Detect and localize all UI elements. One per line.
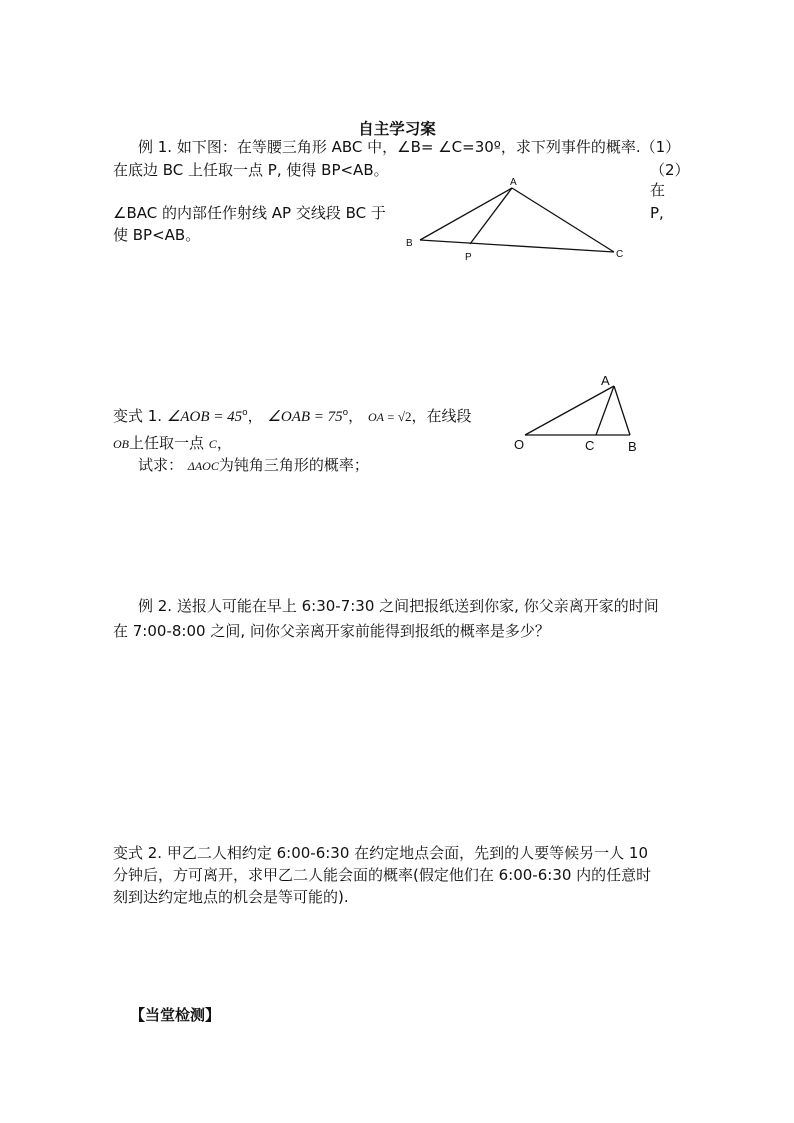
section-heading: 【当堂检测】	[130, 1006, 221, 1024]
triangle-aoc: ΔAOC	[187, 459, 219, 473]
example1-line3: ∠BAC 的内部任作射线 AP 交线段 BC 于	[113, 204, 386, 222]
label-b: B	[406, 238, 413, 249]
variant2-line2: 分钟后，方可离开，求甲乙二人能会面的概率(假定他们在 6:00-6:30 内的任意时	[113, 866, 652, 884]
side-ac	[512, 188, 614, 252]
label-o: O	[514, 437, 525, 452]
side-bc	[420, 240, 614, 252]
example1-part2-p: P,	[650, 204, 664, 222]
separator: ，	[216, 434, 232, 452]
label-b2: B	[628, 439, 637, 454]
variant2-line3: 刻到达约定地点的机会是等可能的).	[113, 888, 349, 906]
variant1-line3	[138, 455, 369, 476]
ask-prefix: 试求：	[138, 456, 184, 474]
example1-part2-number: （2）	[650, 161, 690, 179]
label-c: C	[616, 249, 624, 260]
degree-mark: o	[342, 408, 349, 418]
angle-aob: ∠AOB = 45	[166, 409, 243, 425]
segment-ac	[596, 386, 614, 435]
separator: ，	[348, 407, 364, 425]
segment-ab	[614, 386, 630, 435]
variant1-prefix: 变式 1.	[113, 407, 163, 425]
angle-oab: ∠OAB = 75	[267, 409, 343, 425]
segment-oa	[525, 386, 614, 435]
after-oa: ，在线段	[411, 407, 472, 425]
point-c-label: C	[208, 437, 217, 451]
example1-part2-zai: 在	[650, 181, 666, 199]
variant1-line2	[113, 433, 232, 454]
side-ab	[420, 188, 512, 240]
take-point-text: 上任取一点	[129, 434, 205, 452]
oa-lhs: OA =	[367, 410, 398, 424]
segment-ob-label: OB	[113, 437, 129, 451]
label-p: P	[465, 252, 472, 263]
ray-ap	[470, 188, 512, 244]
degree-mark: o	[242, 408, 248, 418]
label-a: A	[510, 177, 517, 188]
label-a2: A	[601, 373, 610, 388]
example1-line1: 例 1. 如下图：在等腰三角形 ABC 中，∠B= ∠C=30º，求下列事件的概率.（1）	[138, 138, 681, 156]
separator: ，	[247, 407, 263, 425]
variant2-line1: 变式 2. 甲乙二人相约定 6:00-6:30 在约定地点会面，先到的人要等候另一人 10	[113, 844, 649, 862]
example2-line1: 例 2. 送报人可能在早上 6:30-7:30 之间把报纸送到你家, 你父亲离开家的时间	[138, 597, 659, 615]
example2-line2: 在 7:00-8:00 之间, 问你父亲离开家前能得到报纸的概率是多少？	[113, 622, 550, 640]
example1-line4: 使 BP<AB。	[113, 226, 201, 244]
example1-line2: 在底边 BC 上任取一点 P, 使得 BP<AB。	[113, 161, 389, 179]
oa-rhs: √2	[397, 409, 412, 424]
label-c2: C	[585, 438, 595, 453]
variant1-line1	[113, 403, 472, 427]
page-title: 自主学习案	[358, 120, 436, 138]
ask-suffix: 为钝角三角形的概率；	[218, 456, 369, 474]
